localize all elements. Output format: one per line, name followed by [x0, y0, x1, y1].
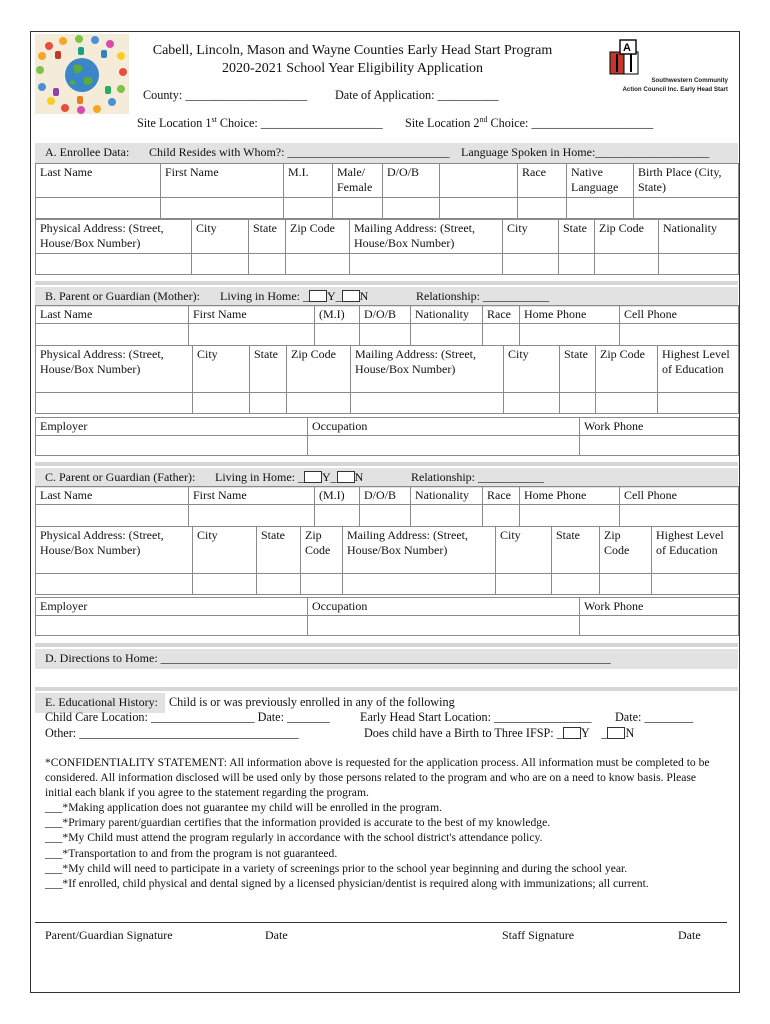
col-blank — [440, 164, 518, 198]
section-e-intro: Child is or was previously enrolled in any of the following — [169, 695, 455, 709]
col-race: Race — [483, 487, 520, 505]
col-birth-place: Birth Place (City, State) — [634, 164, 739, 198]
col-physical-address: Physical Address: (Street, House/Box Number) — [36, 527, 193, 574]
site-first-choice-field[interactable]: Site Location 1st Choice: ____________________ — [137, 115, 383, 131]
staff-date-label: Date — [678, 928, 701, 942]
section-a-title: A. Enrollee Data: — [45, 145, 130, 159]
no-label: N — [625, 726, 635, 740]
no-label: N — [354, 470, 364, 484]
ifsp-question: Does child have a Birth to Three IFSP: _ Y _ N — [364, 726, 635, 740]
mother-relationship-field[interactable]: Relationship: ___________ — [416, 289, 549, 303]
input-row[interactable] — [36, 254, 739, 275]
col-mail-state: State — [559, 220, 595, 254]
col-mail-state: State — [560, 346, 596, 393]
divider — [35, 643, 738, 647]
col-occupation: Occupation — [308, 598, 580, 616]
input-row[interactable] — [36, 436, 739, 456]
col-mailing-address: Mailing Address: (Street, House/Box Number) — [343, 527, 496, 574]
col-state: State — [257, 527, 301, 574]
section-e-title: E. Educational History: — [45, 695, 158, 709]
mother-name-table — [35, 305, 739, 346]
input-row[interactable] — [36, 198, 739, 219]
col-city: City — [193, 527, 257, 574]
initial-item-6[interactable]: ___*If enrolled, child physical and dental signed by a licensed physician/dentist is required along with immunizations; all current. — [45, 877, 649, 891]
father-employer-table — [35, 597, 739, 636]
other-field[interactable]: Other: ____________________________________ — [45, 726, 299, 740]
col-first-name: First Name — [189, 306, 315, 324]
table-row — [36, 306, 739, 324]
col-work-phone: Work Phone — [580, 598, 739, 616]
col-education: Highest Level of Education — [652, 527, 739, 574]
col-nationality: Nationality — [411, 487, 483, 505]
col-city: City — [193, 346, 250, 393]
parent-date-label: Date — [265, 928, 288, 942]
col-dob: D/O/B — [360, 306, 411, 324]
divider — [35, 281, 738, 285]
child-care-location-field[interactable]: Child Care Location: _________________ Date: _______ — [45, 710, 330, 724]
language-field[interactable]: Language Spoken in Home:___________________ — [461, 145, 710, 159]
enrollee-address-table — [35, 219, 739, 275]
yes-label: Y — [322, 470, 331, 484]
col-education: Highest Level of Education — [658, 346, 739, 393]
table-row — [36, 527, 739, 574]
table-row — [36, 220, 739, 254]
input-row[interactable] — [36, 574, 739, 595]
date-of-application-field[interactable]: Date of Application: __________ — [335, 88, 499, 102]
col-last-name: Last Name — [36, 164, 161, 198]
table-row — [36, 346, 739, 393]
table-row — [36, 418, 739, 436]
divider — [35, 462, 738, 466]
ifsp-label: Does child have a Birth to Three IFSP: _ — [364, 726, 563, 740]
section-b-title: B. Parent or Guardian (Mother): — [45, 289, 200, 303]
section-c-title: C. Parent or Guardian (Father): — [45, 470, 196, 484]
alphabet-blocks-logo — [608, 38, 728, 94]
ifsp-no-checkbox[interactable] — [607, 727, 625, 739]
signature-line[interactable] — [35, 922, 727, 923]
col-dob: D/O/B — [383, 164, 440, 198]
col-employer: Employer — [36, 418, 308, 436]
col-last-name: Last Name — [36, 306, 189, 324]
col-mail-zip: Zip Code — [600, 527, 652, 574]
initial-item-4[interactable]: ___*Transportation to and from the program is not guaranteed. — [45, 846, 338, 860]
children-around-globe-logo — [35, 34, 129, 114]
directions-to-home-field[interactable]: D. Directions to Home: ___________________________________________________________________________ — [45, 651, 611, 665]
col-work-phone: Work Phone — [580, 418, 739, 436]
initial-item-1[interactable]: ___*Making application does not guarantee my child will be enrolled in the program. — [45, 801, 442, 814]
col-mailing-address: Mailing Address: (Street, House/Box Number) — [351, 346, 504, 393]
form-subtitle: 2020-2021 School Year Eligibility Application — [222, 61, 483, 76]
col-mi: M.I. — [284, 164, 333, 198]
svg-text:A: A — [623, 42, 631, 54]
ifsp-yes-checkbox[interactable] — [563, 727, 581, 739]
col-employer: Employer — [36, 598, 308, 616]
col-zip: Zip Code — [287, 346, 351, 393]
col-first-name: First Name — [161, 164, 284, 198]
col-city: City — [192, 220, 249, 254]
col-mi: (M.I) — [315, 487, 360, 505]
input-row[interactable] — [36, 324, 739, 346]
col-dob: D/O/B — [360, 487, 411, 505]
mother-no-checkbox[interactable] — [342, 290, 360, 302]
form-title: Cabell, Lincoln, Mason and Wayne Counties Early Head Start Program — [152, 43, 553, 58]
initial-items — [45, 800, 725, 891]
living-label: Living in Home: — [220, 289, 300, 303]
col-mi: (M.I) — [315, 306, 360, 324]
col-occupation: Occupation — [308, 418, 580, 436]
living-label: Living in Home: — [215, 470, 295, 484]
brand-line1: Southwestern Community — [651, 77, 728, 84]
mother-address-table — [35, 345, 739, 414]
father-name-table — [35, 486, 739, 527]
col-nationality: Nationality — [659, 220, 739, 254]
parent-signature-label: Parent/Guardian Signature — [45, 928, 173, 942]
divider — [35, 687, 738, 691]
ehs-date-field[interactable]: Date: ________ — [615, 710, 694, 724]
input-row[interactable] — [36, 393, 739, 414]
no-label: N — [359, 289, 369, 303]
father-relationship-field[interactable]: Relationship: ___________ — [411, 470, 544, 484]
initial-item-5[interactable]: ___*My child will need to participate in a variety of screenings prior to the school year beginning and during the school year. — [45, 861, 628, 875]
col-nationality: Nationality — [411, 306, 483, 324]
col-race: Race — [483, 306, 520, 324]
col-first-name: First Name — [189, 487, 315, 505]
col-zip: Zip Code — [286, 220, 350, 254]
section-c-header — [35, 468, 738, 488]
col-state: State — [250, 346, 287, 393]
col-mail-city: City — [496, 527, 552, 574]
col-cell-phone: Cell Phone — [620, 487, 739, 505]
initial-item-2[interactable]: ___*Primary parent/guardian certifies that the information provided is accurate to the best of my knowledge. — [45, 816, 551, 830]
confidentiality-statement: *CONFIDENTIALITY STATEMENT: All information above is requested for the application process. All information must be completed to be considered. All information disclosed will be used only by those persons related to the program and who are on a need to know basis. Please initial each blank if you agree to the statement regarding the program. — [45, 756, 710, 800]
col-sex: Male/ Female — [333, 164, 383, 198]
col-physical-address: Physical Address: (Street, House/Box Number) — [36, 346, 193, 393]
brand-line2: Action Council Inc. Early Head Start — [622, 86, 728, 93]
col-cell-phone: Cell Phone — [620, 306, 739, 324]
section-d-header — [35, 649, 738, 669]
father-no-checkbox[interactable] — [337, 471, 355, 483]
initial-item-3[interactable]: ___*My Child must attend the program regularly in accordance with the school district's attendance policy. — [45, 831, 543, 845]
site-second-choice-field[interactable]: Site Location 2nd Choice: ____________________ — [405, 115, 654, 131]
mother-yes-checkbox[interactable] — [309, 290, 327, 302]
table-row — [36, 487, 739, 505]
col-last-name: Last Name — [36, 487, 189, 505]
col-mail-city: City — [503, 220, 559, 254]
col-home-phone: Home Phone — [520, 487, 620, 505]
yes-label: Y — [327, 289, 336, 303]
input-row[interactable] — [36, 505, 739, 527]
section-a-header — [35, 143, 738, 163]
col-state: State — [249, 220, 286, 254]
ehs-location-field[interactable]: Early Head Start Location: ________________ — [360, 710, 592, 724]
blocks-icon — [608, 38, 728, 78]
input-row[interactable] — [36, 616, 739, 636]
table-row — [36, 164, 739, 198]
county-field[interactable]: County: ____________________ — [143, 88, 308, 102]
mother-living-in-home: Living in Home: _ Y_ N — [220, 289, 369, 303]
resides-with-field[interactable]: Child Resides with Whom?: ___________________________ — [149, 145, 450, 159]
col-race: Race — [518, 164, 567, 198]
mother-employer-table — [35, 417, 739, 456]
col-mail-city: City — [504, 346, 560, 393]
col-mail-state: State — [552, 527, 600, 574]
father-yes-checkbox[interactable] — [304, 471, 322, 483]
col-zip: Zip Code — [301, 527, 343, 574]
col-physical-address: Physical Address: (Street, House/Box Number) — [36, 220, 192, 254]
col-native-language: Native Language — [567, 164, 634, 198]
col-mail-zip: Zip Code — [595, 220, 659, 254]
enrollee-name-table — [35, 163, 739, 219]
section-b-header — [35, 287, 738, 307]
father-address-table — [35, 526, 739, 595]
father-living-in-home: Living in Home: _ Y_ N — [215, 470, 364, 484]
col-home-phone: Home Phone — [520, 306, 620, 324]
staff-signature-label: Staff Signature — [502, 928, 575, 942]
col-mailing-address: Mailing Address: (Street, House/Box Number) — [350, 220, 503, 254]
col-mail-zip: Zip Code — [596, 346, 658, 393]
yes-label: Y — [580, 726, 590, 740]
table-row — [36, 598, 739, 616]
